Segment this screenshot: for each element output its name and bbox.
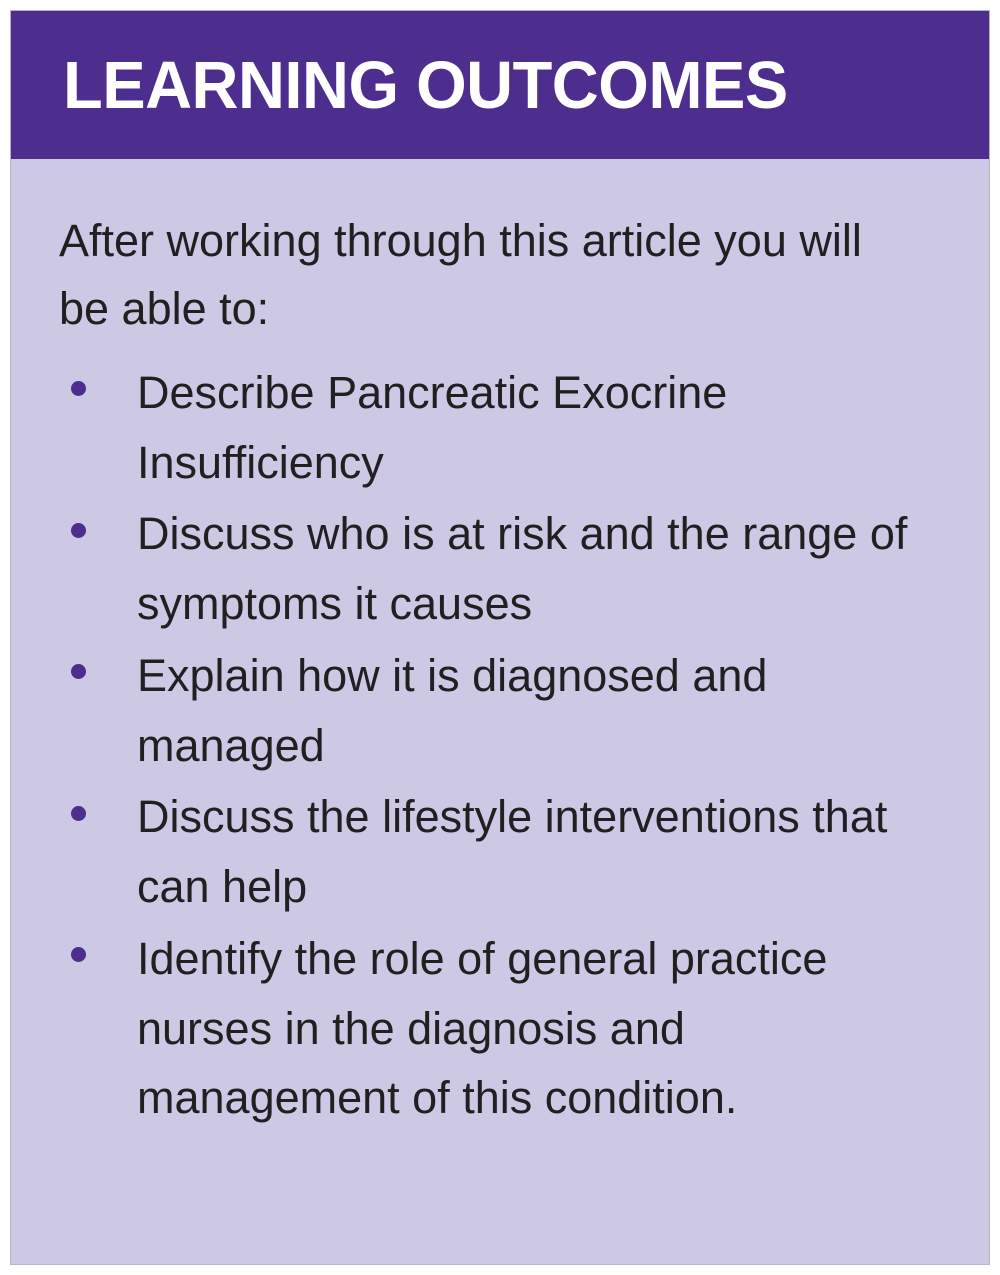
bullet-icon (71, 806, 86, 821)
callout-header (11, 11, 989, 159)
list-item (59, 782, 949, 922)
bullet-icon (71, 664, 86, 679)
intro-text: After working through this article you will be able to: (59, 215, 862, 335)
bullet-icon (71, 381, 86, 396)
list-item-label: Discuss who is at risk and the range of symptoms it causes (137, 508, 908, 630)
bullet-icon (71, 947, 86, 962)
list-item (59, 358, 949, 498)
list-item (59, 499, 949, 639)
learning-outcomes-callout (10, 10, 990, 1265)
page-title: LEARNING OUTCOMES (63, 47, 788, 123)
list-item (59, 924, 949, 1133)
list-item-label: Explain how it is diagnosed and managed (137, 649, 768, 771)
list-item (59, 641, 949, 781)
list-item-label: Describe Pancreatic Exocrine Insufficiency (137, 366, 728, 488)
list-item-label: Identify the role of general practice nurses in the diagnosis and management of this condition. (137, 932, 828, 1124)
list-item-label: Discuss the lifestyle interventions that can help (137, 791, 888, 913)
callout-body (11, 159, 989, 1264)
outcomes-list (59, 358, 949, 1133)
bullet-icon (71, 523, 86, 538)
